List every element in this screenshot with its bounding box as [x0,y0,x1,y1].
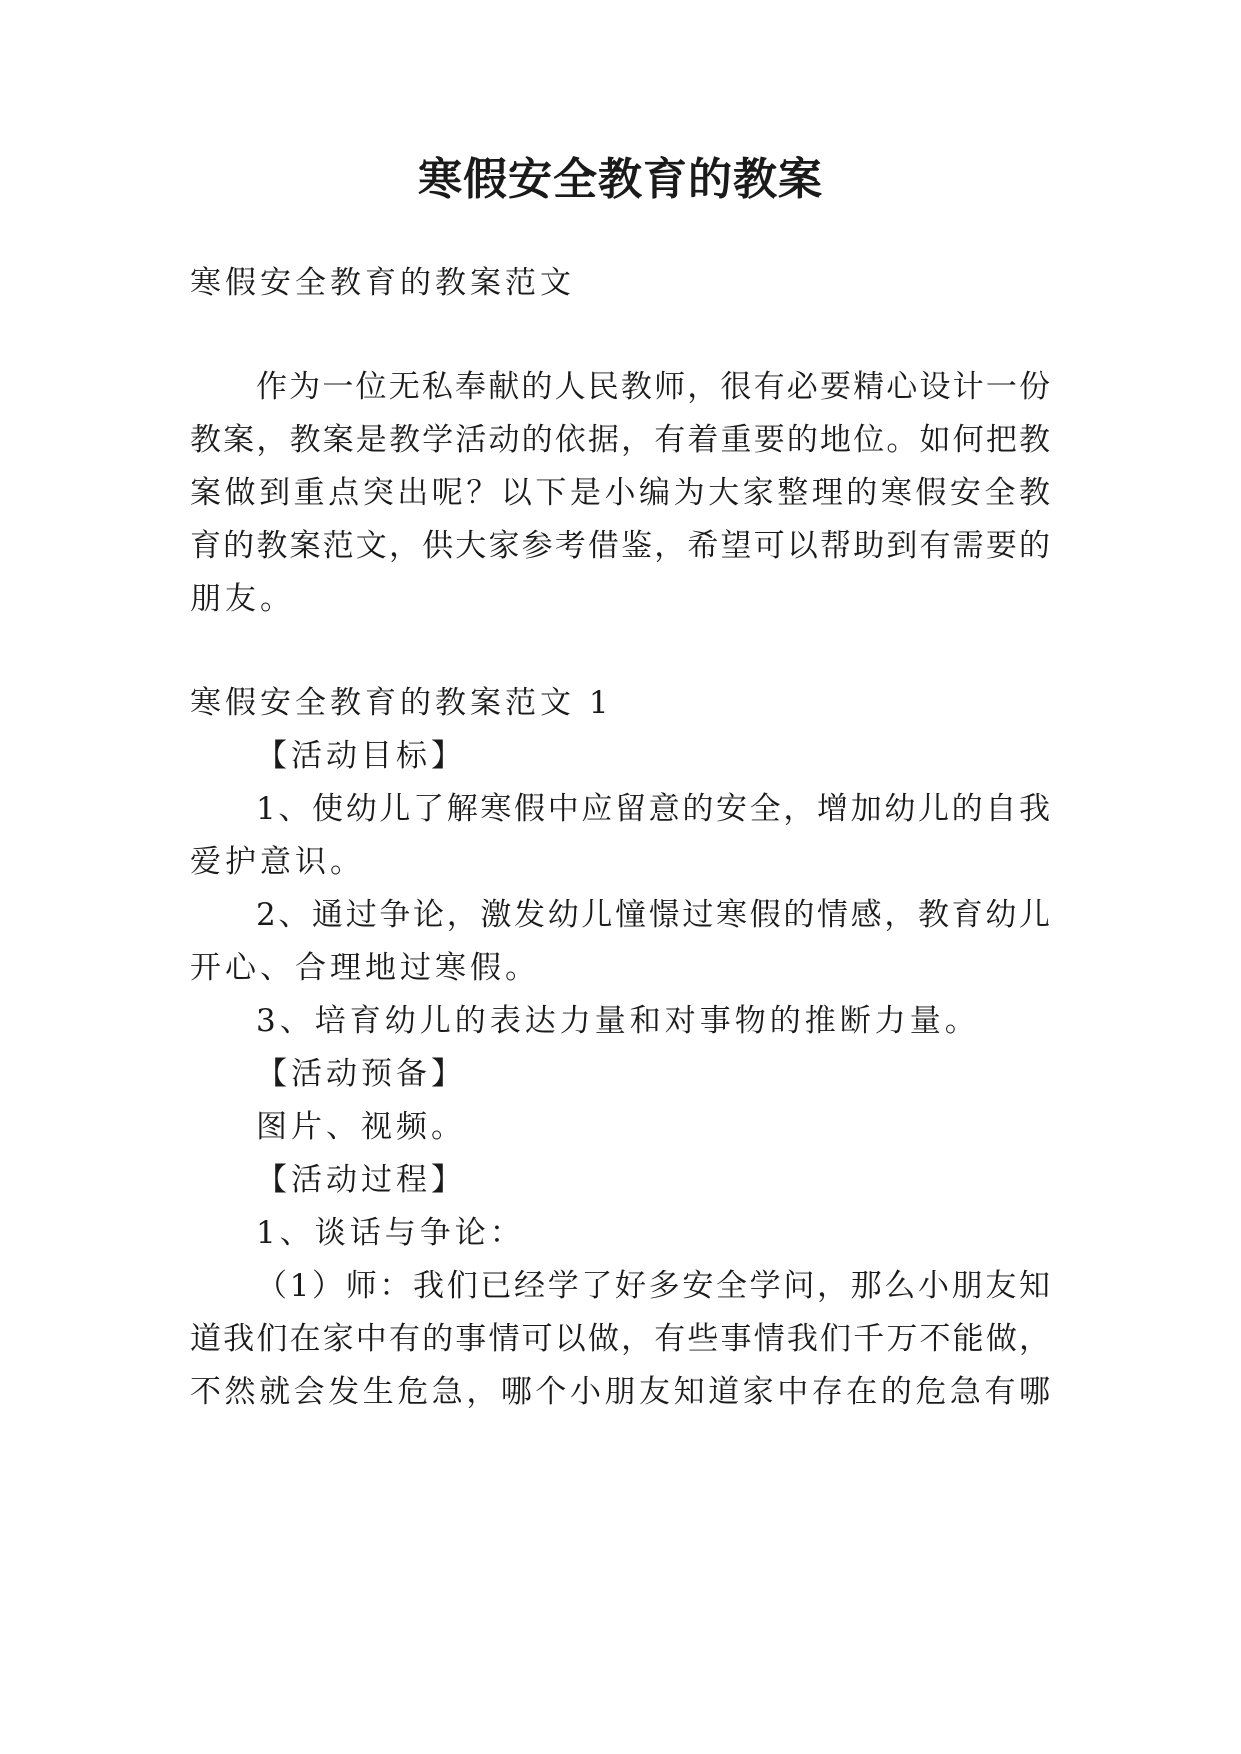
subtitle: 寒假安全教育的教案范文 [190,265,575,301]
goal-3: 3、培育幼儿的表达力量和对事物的推断力量。 [256,1003,980,1039]
intro-line-5: 朋友。 [190,581,295,617]
goal-1-line-2: 爱护意识。 [190,844,365,880]
process-heading: 【活动过程】 [256,1162,466,1198]
step-1-1-line-2: 道我们在家中有的事情可以做，有些事情我们千万不能做， [190,1321,1050,1357]
step-1-1-line-1: （1）师：我们已经学了好多安全学问，那么小朋友知 [256,1268,1050,1304]
step-1-1-line-3: 不然就会发生危急，哪个小朋友知道家中存在的危急有哪 [190,1374,1050,1410]
goal-2-line-1: 2、通过争论，激发幼儿憧憬过寒假的情感，教育幼儿 [256,897,1050,933]
intro-line-1: 作为一位无私奉献的人民教师，很有必要精心设计一份 [256,369,1050,405]
goals-heading: 【活动目标】 [256,738,466,774]
prep-text: 图片、视频。 [256,1109,466,1145]
goal-1-line-1: 1、使幼儿了解寒假中应留意的安全，增加幼儿的自我 [256,791,1050,827]
step-1: 1、谈话与争论： [256,1215,525,1251]
document-title: 寒假安全教育的教案 [418,154,823,205]
goal-2-line-2: 开心、合理地过寒假。 [190,950,540,986]
intro-line-4: 育的教案范文，供大家参考借鉴，希望可以帮助到有需要的 [190,528,1050,564]
intro-line-2: 教案，教案是教学活动的依据，有着重要的地位。如何把教 [190,422,1050,458]
intro-line-3: 案做到重点突出呢？以下是小编为大家整理的寒假安全教 [190,475,1050,511]
section-heading: 寒假安全教育的教案范文 1 [190,685,613,721]
prep-heading: 【活动预备】 [256,1056,466,1092]
